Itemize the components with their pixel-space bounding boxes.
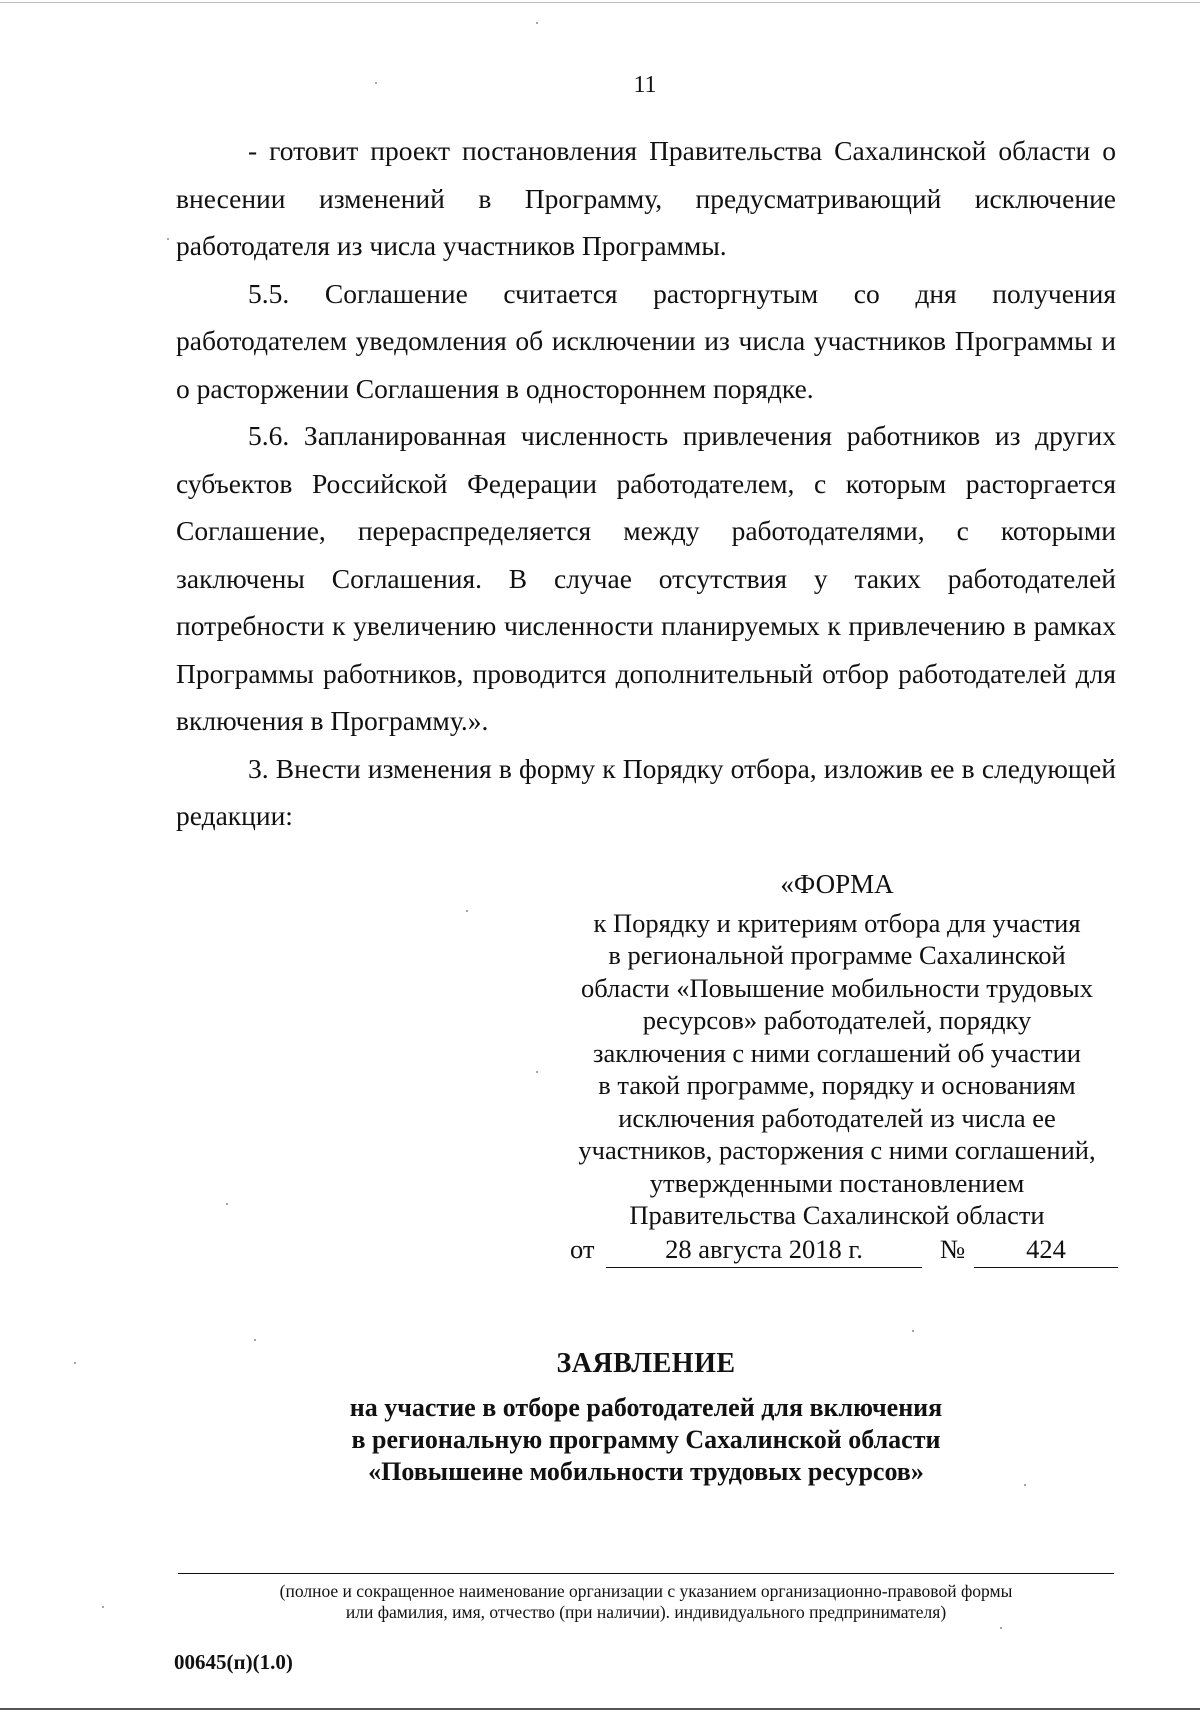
- statement-subtitle-line: «Повышеине мобильности трудовых ресурсов»: [368, 1457, 924, 1486]
- document-code: 00645(п)(1.0): [174, 1650, 293, 1674]
- form-header-line: участников, расторжения с ними соглашений,: [578, 1135, 1096, 1165]
- paragraph-5-5: 5.5. Соглашение считается расторгнутым со дня получения работодателем уведомления об исключении из числа участников Программы и о расторжении Соглашения в одностороннем порядке.: [176, 277, 1116, 404]
- statement-title: ЗАЯВЛЕНИЕ: [556, 1348, 736, 1379]
- form-header-line: в такой программе, порядку и основаниям: [598, 1070, 1076, 1100]
- scan-speck: [226, 1203, 228, 1205]
- scan-top-edge: [0, 2, 1200, 3]
- scan-speck: [912, 1330, 914, 1332]
- form-title: «ФОРМА: [780, 869, 894, 899]
- statement-heading: [176, 1348, 1116, 1488]
- form-header-line: области «Повышение мобильности трудовых: [580, 972, 1093, 1003]
- organization-name-hint: [178, 1581, 1114, 1623]
- scan-speck: [74, 1362, 76, 1364]
- form-header-line: заключения с ними соглашений об участии: [593, 1037, 1081, 1068]
- hint-line: (полное и сокращенное наименование организации с указанием организационно-правовой формы: [279, 1581, 1013, 1601]
- scan-speck: [167, 238, 169, 240]
- statement-subtitle-line: на участие в отборе работодателей для включения: [349, 1393, 943, 1422]
- from-label: от: [570, 1234, 595, 1264]
- scan-speck: [1000, 1627, 1002, 1629]
- resolution-number: 424: [974, 1234, 1118, 1268]
- hint-line: или фамилия, имя, отчество (при наличии). индивидуального предпринимателя): [345, 1602, 947, 1622]
- statement-subtitle-line: в региональную программу Сахалинской области: [351, 1425, 941, 1454]
- scan-speck: [536, 22, 538, 24]
- page-number: 11: [633, 72, 657, 98]
- form-header-block: [556, 868, 1118, 1232]
- body-text: [176, 127, 1116, 840]
- form-header-line: в региональной программе Сахалинской: [608, 940, 1066, 970]
- scan-speck: [536, 1071, 538, 1073]
- scan-speck: [1024, 1484, 1026, 1486]
- paragraph-5-6: 5.6. Запланированная численность привлечения работников из других субъектов Российской Федерации работодателем, с которым расторгается Соглашение, перераспределяется между работодателями, с которыми заключены Соглашения. В случае отсутствия у таких работодателей потребности к увеличению численности планируемых к привлечению в рамках Программы работников, проводится дополнительный отбор работодателей для включения в Программу.».: [176, 420, 1116, 736]
- scan-speck: [466, 910, 468, 912]
- scan-speck: [254, 1339, 256, 1341]
- form-header-line: Правительства Сахалинской области: [629, 1200, 1045, 1230]
- resolution-date-row: [568, 1234, 1118, 1268]
- scan-speck: [375, 82, 377, 84]
- form-header-line: к Порядку и критериям отбора для участия: [593, 907, 1081, 938]
- scan-bottom-edge: [0, 1708, 1200, 1710]
- form-header-line: ресурсов» работодателей, порядку: [642, 1005, 1032, 1035]
- number-sign: №: [940, 1234, 966, 1264]
- paragraph-item-3: 3. Внести изменения в форму к Порядку отбора, изложив ее в следующей редакции:: [176, 752, 1116, 831]
- paragraph-dash-item: - готовит проект постановления Правительства Сахалинской области о внесении изменений в Программу, предусматривающий исключение работодателя из числа участников Программы.: [176, 135, 1116, 261]
- form-header-line: исключения работодателей из числа ее: [618, 1102, 1056, 1133]
- resolution-date: 28 августа 2018 г.: [606, 1234, 922, 1268]
- scan-speck: [102, 1606, 104, 1608]
- form-header-line: утвержденными постановлением: [649, 1167, 1025, 1198]
- organization-name-line: [178, 1573, 1114, 1574]
